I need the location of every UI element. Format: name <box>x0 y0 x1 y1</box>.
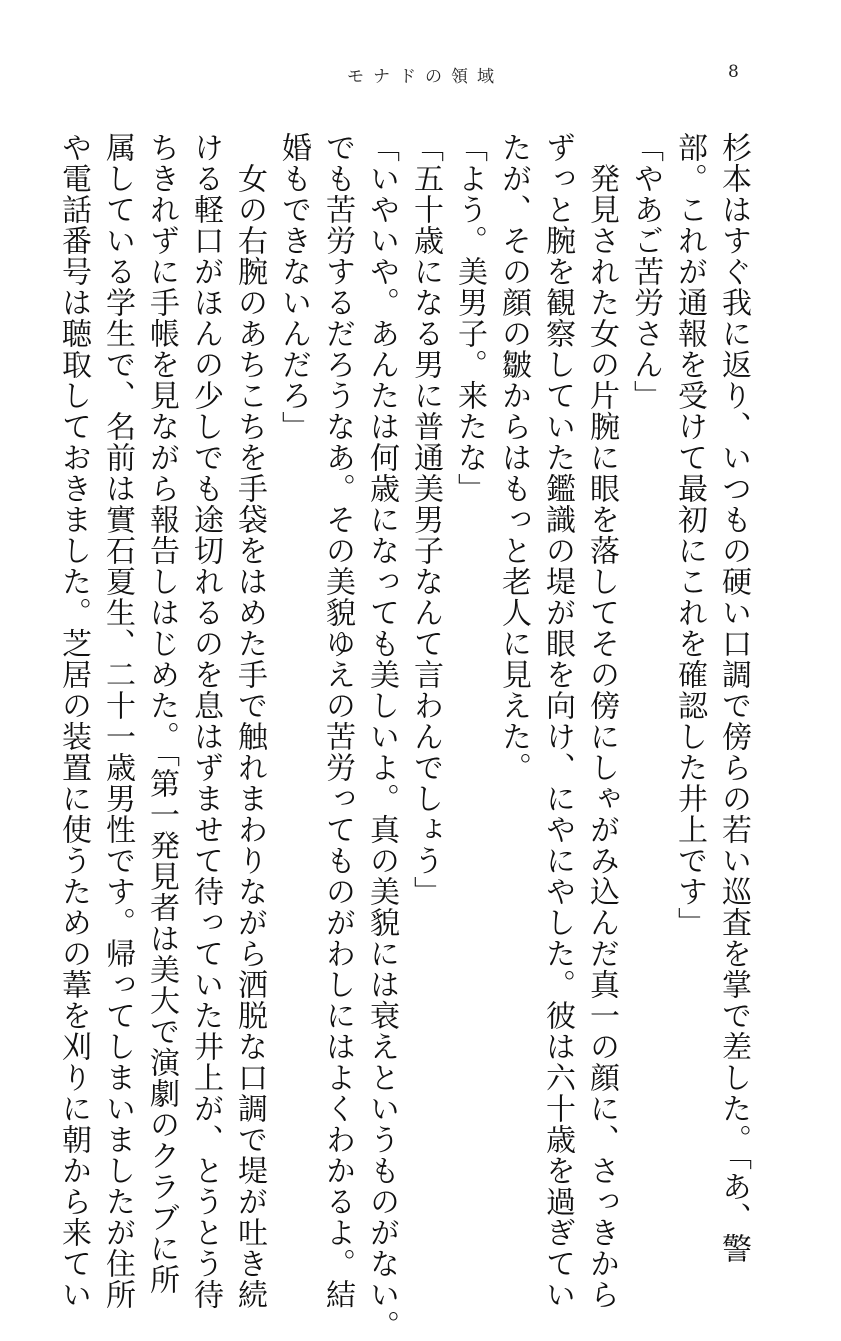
text-column: たが、その顔の皺からはもっと老人に見えた。 <box>496 132 531 783</box>
text-column: 婚もできないんだろ」 <box>276 132 311 442</box>
text-column: 発見された女の片腕に眼を落してその傍にしゃがみ込んだ真一の顔に、さっきから <box>584 132 619 1310</box>
text-column: 杉本はすぐ我に返り、いつもの硬い口調で傍らの若い巡査を掌で差した。「あ、警 <box>716 132 751 1264</box>
text-column: 属している学生で、名前は實石夏生、二十一歳男性です。帰ってしまいましたが住所 <box>100 132 135 1310</box>
text-column: 「いやいや。あんたは何歳になっても美しいよ。真の美貌には衰えというものがない。 <box>364 132 399 1341</box>
page-number: 8 <box>728 62 739 82</box>
running-header-title: モナドの領域 <box>347 67 503 87</box>
text-column: ちきれずに手帳を見ながら報告しはじめた。「第一発見者は美大で演劇のクラブに所 <box>144 132 179 1295</box>
text-column: 「よう。美男子。来たな」 <box>452 132 487 504</box>
text-column: 女の右腕のあちこちを手袋をはめた手で触れまわりながら洒脱な口調で堤が吐き続 <box>232 132 267 1310</box>
text-column: 部。これが通報を受けて最初にこれを確認した井上です」 <box>672 132 707 938</box>
text-column: 「五十歳になる男に普通美男子なんて言わんでしょう」 <box>408 132 443 907</box>
text-column: や電話番号は聴取しておきました。芝居の装置に使うための葦を刈りに朝から来てい <box>56 132 91 1310</box>
text-column: ずっと腕を観察していた鑑識の堤が眼を向け、にやにやした。彼は六十歳を過ぎてい <box>540 132 575 1310</box>
text-column: ける軽口がほんの少しでも途切れるのを息はずませて待っていた井上が、とうとう待 <box>188 132 223 1310</box>
text-column: 「やあご苦労さん」 <box>628 132 663 411</box>
vertical-body-text <box>56 132 755 1341</box>
text-column: でも苦労するだろうなあ。その美貌ゆえの苦労ってものがわしにはよくわかるよ。結 <box>320 132 355 1310</box>
